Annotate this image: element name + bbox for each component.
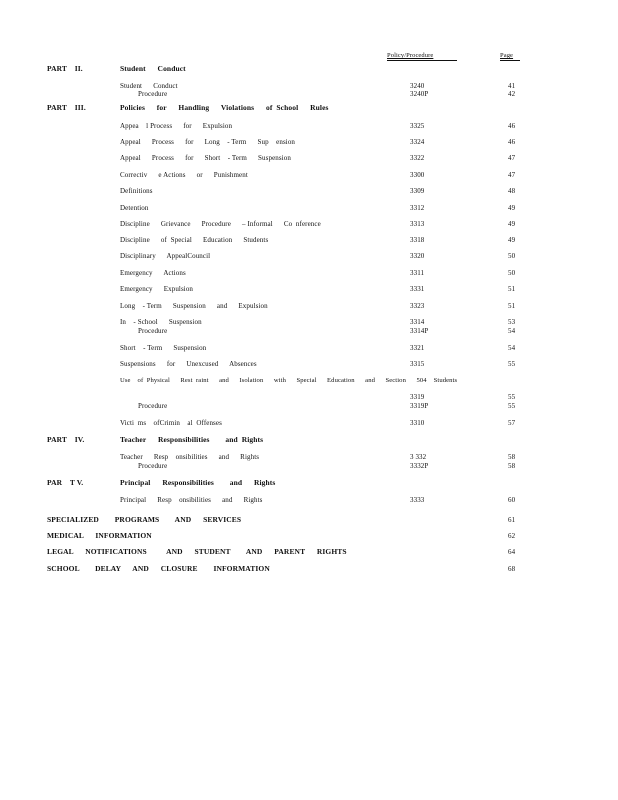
policy-column-header: Policy/Procedure <box>387 52 434 59</box>
toc-entry-policy: 3332P <box>410 462 429 470</box>
toc-entry-page: 57 <box>508 419 516 427</box>
part-title: Teacher Responsibilities and Rights <box>120 435 264 444</box>
section-title: SPECIALIZED PROGRAMS AND SERVICES <box>47 515 242 524</box>
toc-entry-page: 58 <box>508 453 516 461</box>
toc-entry-policy: 3319P <box>410 402 429 410</box>
toc-entry-title: Procedure <box>138 402 168 410</box>
toc-entry-title: Emergency Actions <box>120 269 186 277</box>
toc-entry-page: 54 <box>508 327 516 335</box>
toc-entry-policy: 3333 <box>410 496 425 504</box>
toc-entry-page: 51 <box>508 302 516 310</box>
part-label: PART III. <box>47 103 86 112</box>
toc-entry-title: Disciplinary AppealCouncil <box>120 252 211 260</box>
toc-entry-title: Procedure <box>138 327 168 335</box>
toc-entry-policy: 3309 <box>410 187 425 195</box>
policy-header-underline <box>387 52 457 61</box>
toc-entry-title: Discipline Grievance Procedure – Informal Co nference <box>120 220 321 228</box>
toc-entry-title: Appeal Process for Short - Term Suspension <box>120 154 291 162</box>
toc-entry-title: Definitions <box>120 187 153 195</box>
toc-entry-policy: 3325 <box>410 122 425 130</box>
toc-entry-page: 49 <box>508 220 516 228</box>
toc-entry-page: 55 <box>508 402 516 410</box>
page-column-header: Page <box>500 52 514 59</box>
part-label: PART IV. <box>47 435 85 444</box>
toc-entry-policy: 3311 <box>410 269 425 277</box>
page-header-underline <box>500 52 520 61</box>
toc-entry-page: 55 <box>508 360 516 368</box>
section-page: 61 <box>508 516 516 524</box>
toc-entry-title: Short - Term Suspension <box>120 344 207 352</box>
toc-entry-policy: 3319 <box>410 393 425 401</box>
toc-entry-policy: 3318 <box>410 236 425 244</box>
toc-entry-title: In - School Suspension <box>120 318 202 326</box>
toc-entry-title: Appeal Process for Long - Term Sup ension <box>120 138 296 146</box>
toc-entry-policy: 3314 <box>410 318 425 326</box>
section-page: 64 <box>508 548 516 556</box>
section-page: 62 <box>508 532 516 540</box>
toc-entry-title: Procedure <box>138 462 168 470</box>
toc-entry-page: 51 <box>508 285 516 293</box>
part-title: Student Conduct <box>120 64 186 73</box>
toc-entry-page: 46 <box>508 138 516 146</box>
part-title: Principal Responsibilities and Rights <box>120 478 276 487</box>
toc-entry-policy: 3314P <box>410 327 429 335</box>
toc-entry-page: 47 <box>508 154 516 162</box>
toc-entry-title: Correctiv e Actions or Punishment <box>120 171 248 179</box>
toc-entry-title: Procedure <box>138 90 168 98</box>
toc-entry-policy: 3315 <box>410 360 425 368</box>
toc-entry-policy: 3240 <box>410 82 425 90</box>
toc-entry-title: Suspensions for Unexcused Absences <box>120 360 257 368</box>
toc-entry-page: 58 <box>508 462 516 470</box>
toc-entry-title: Principal Resp onsibilities and Rights <box>120 496 263 504</box>
toc-entry-page: 49 <box>508 204 516 212</box>
toc-entry-page: 60 <box>508 496 516 504</box>
toc-entry-policy: 3312 <box>410 204 425 212</box>
toc-entry-title: Teacher Resp onsibilities and Rights <box>120 453 260 461</box>
toc-entry-title: Use of Physical Rest raint and Isolation with Special Education and Section 504 Students <box>120 377 458 384</box>
toc-entry-title: Student Conduct <box>120 82 178 90</box>
part-label: PAR T V. <box>47 478 84 487</box>
section-page: 68 <box>508 565 516 573</box>
section-title: SCHOOL DELAY AND CLOSURE INFORMATION <box>47 564 270 573</box>
toc-entry-title: Discipline of Special Education Students <box>120 236 269 244</box>
toc-entry-page: 42 <box>508 90 516 98</box>
toc-entry-page: 49 <box>508 236 516 244</box>
toc-entry-policy: 3322 <box>410 154 425 162</box>
toc-entry-policy: 3 332 <box>410 453 427 461</box>
toc-entry-page: 48 <box>508 187 516 195</box>
toc-entry-title: Emergency Expulsion <box>120 285 194 293</box>
toc-entry-title: Appea l Process for Expulsion <box>120 122 233 130</box>
toc-entry-policy: 3321 <box>410 344 425 352</box>
toc-entry-page: 50 <box>508 269 516 277</box>
toc-entry-policy: 3324 <box>410 138 425 146</box>
toc-entry-page: 54 <box>508 344 516 352</box>
part-title: Policies for Handling Violations of School Rules <box>120 103 329 112</box>
toc-entry-page: 41 <box>508 82 516 90</box>
toc-entry-title: Long - Term Suspension and Expulsion <box>120 302 268 310</box>
toc-entry-policy: 3331 <box>410 285 425 293</box>
part-label: PART II. <box>47 64 83 73</box>
section-title: LEGAL NOTIFICATIONS AND STUDENT AND PARENT RIGHTS <box>47 547 347 556</box>
toc-entry-policy: 3240P <box>410 90 429 98</box>
toc-entry-page: 50 <box>508 252 516 260</box>
toc-entry-policy: 3313 <box>410 220 425 228</box>
toc-entry-policy: 3320 <box>410 252 425 260</box>
toc-entry-title: Detention <box>120 204 149 212</box>
toc-entry-title: Victi ms ofCrimin al Offenses <box>120 419 222 427</box>
toc-entry-policy: 3300 <box>410 171 425 179</box>
toc-entry-policy: 3310 <box>410 419 425 427</box>
toc-entry-page: 53 <box>508 318 516 326</box>
section-title: MEDICAL INFORMATION <box>47 531 152 540</box>
toc-entry-page: 46 <box>508 122 516 130</box>
toc-entry-page: 47 <box>508 171 516 179</box>
toc-entry-page: 55 <box>508 393 516 401</box>
toc-entry-policy: 3323 <box>410 302 425 310</box>
